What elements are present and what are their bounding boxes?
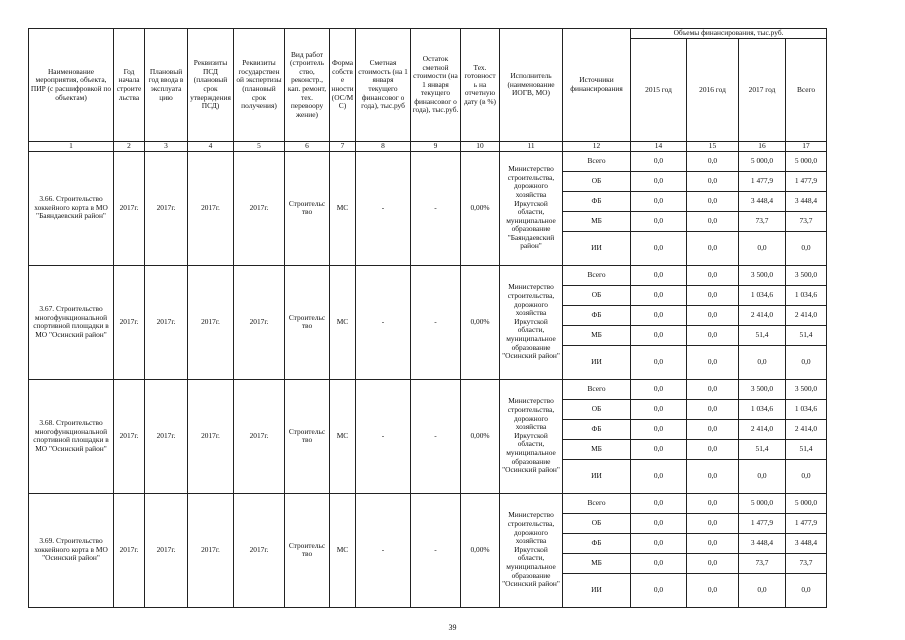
- item-work-type: Строительс тво: [285, 379, 330, 493]
- item-year-start: 2017г.: [114, 151, 145, 265]
- item-ownership: МС: [330, 379, 356, 493]
- value-2017: 2 414,0: [739, 419, 786, 439]
- value-2017: 0,0: [739, 345, 786, 379]
- funding-source: Всего: [563, 265, 631, 285]
- funding-source: ОБ: [563, 171, 631, 191]
- funding-source: ИИ: [563, 231, 631, 265]
- value-2016: 0,0: [687, 533, 739, 553]
- item-cost: -: [356, 265, 411, 379]
- item-psd: 2017г.: [188, 151, 234, 265]
- value-2015: 0,0: [631, 151, 687, 171]
- item-executor: Министерство строительства, дорожного хозяйства Иркутской области, муниципальное образование "Осинский район": [500, 493, 563, 607]
- funding-source: ИИ: [563, 345, 631, 379]
- header-2016: 2016 год: [687, 39, 739, 142]
- value-2017: 1 477,9: [739, 513, 786, 533]
- column-number: 2: [114, 142, 145, 152]
- funding-source: МБ: [563, 439, 631, 459]
- column-number: 6: [285, 142, 330, 152]
- item-expertise: 2017г.: [234, 151, 285, 265]
- value-2015: 0,0: [631, 265, 687, 285]
- column-number: 8: [356, 142, 411, 152]
- value-2015: 0,0: [631, 325, 687, 345]
- column-number: 10: [461, 142, 500, 152]
- column-number: 7: [330, 142, 356, 152]
- value-2016: 0,0: [687, 379, 739, 399]
- value-2017: 51,4: [739, 439, 786, 459]
- item-year-start: 2017г.: [114, 379, 145, 493]
- item-year-plan: 2017г.: [145, 379, 188, 493]
- value-2017: 2 414,0: [739, 305, 786, 325]
- value-2017: 3 500,0: [739, 379, 786, 399]
- value-2017: 5 000,0: [739, 151, 786, 171]
- value-total: 5 000,0: [786, 151, 827, 171]
- item-psd: 2017г.: [188, 379, 234, 493]
- value-2016: 0,0: [687, 265, 739, 285]
- value-2015: 0,0: [631, 345, 687, 379]
- value-total: 0,0: [786, 459, 827, 493]
- funding-source: МБ: [563, 325, 631, 345]
- funding-source: ФБ: [563, 419, 631, 439]
- item-year-plan: 2017г.: [145, 265, 188, 379]
- item-psd: 2017г.: [188, 265, 234, 379]
- column-number: 3: [145, 142, 188, 152]
- item-cost: -: [356, 151, 411, 265]
- item-readiness: 0,00%: [461, 151, 500, 265]
- table-row: [29, 151, 827, 171]
- value-2015: 0,0: [631, 533, 687, 553]
- item-executor: Министерство строительства, дорожного хозяйства Иркутской области, муниципальное образование "Осинский район": [500, 379, 563, 493]
- header-remaining: Остаток сметной стоимости (на 1 января текущего финансовог о года), тыс.руб.: [411, 29, 461, 142]
- funding-source: Всего: [563, 379, 631, 399]
- item-name: 3.67. Строительство многофункциональной спортивной площадки в МО "Осинский район": [29, 265, 114, 379]
- value-2015: 0,0: [631, 231, 687, 265]
- value-2015: 0,0: [631, 573, 687, 607]
- header-total: Всего: [786, 39, 827, 142]
- value-2016: 0,0: [687, 399, 739, 419]
- item-remaining: -: [411, 151, 461, 265]
- value-2017: 1 034,6: [739, 399, 786, 419]
- item-remaining: -: [411, 493, 461, 607]
- item-work-type: Строительс тво: [285, 151, 330, 265]
- value-2016: 0,0: [687, 553, 739, 573]
- value-total: 1 034,6: [786, 399, 827, 419]
- funding-source: Всего: [563, 151, 631, 171]
- value-2016: 0,0: [687, 459, 739, 493]
- funding-source: МБ: [563, 553, 631, 573]
- value-2017: 73,7: [739, 553, 786, 573]
- item-year-plan: 2017г.: [145, 493, 188, 607]
- value-2016: 0,0: [687, 513, 739, 533]
- funding-source: МБ: [563, 211, 631, 231]
- value-2015: 0,0: [631, 191, 687, 211]
- value-2017: 0,0: [739, 231, 786, 265]
- funding-source: ОБ: [563, 285, 631, 305]
- value-total: 73,7: [786, 553, 827, 573]
- item-ownership: МС: [330, 151, 356, 265]
- header-readiness: Тех. готовност ь на отчетную дату (в %): [461, 29, 500, 142]
- value-total: 73,7: [786, 211, 827, 231]
- funding-source: ОБ: [563, 513, 631, 533]
- value-total: 2 414,0: [786, 419, 827, 439]
- value-2015: 0,0: [631, 379, 687, 399]
- funding-source: Всего: [563, 493, 631, 513]
- document-page: [28, 28, 826, 608]
- value-2016: 0,0: [687, 191, 739, 211]
- column-number: 17: [786, 142, 827, 152]
- item-expertise: 2017г.: [234, 379, 285, 493]
- value-2015: 0,0: [631, 419, 687, 439]
- item-ownership: МС: [330, 493, 356, 607]
- value-total: 1 477,9: [786, 171, 827, 191]
- value-2016: 0,0: [687, 325, 739, 345]
- value-2017: 3 500,0: [739, 265, 786, 285]
- funding-source: ФБ: [563, 191, 631, 211]
- item-cost: -: [356, 379, 411, 493]
- value-2015: 0,0: [631, 439, 687, 459]
- value-2017: 0,0: [739, 459, 786, 493]
- table-row: [29, 493, 827, 513]
- value-2017: 1 477,9: [739, 171, 786, 191]
- value-2015: 0,0: [631, 285, 687, 305]
- value-2016: 0,0: [687, 493, 739, 513]
- header-work-type: Вид работ (строитель ство, реконстр., кап. ремонт, тех. перевоору жение): [285, 29, 330, 142]
- item-readiness: 0,00%: [461, 493, 500, 607]
- value-2017: 0,0: [739, 573, 786, 607]
- header-expertise: Реквизиты государствен ой экспертизы (плановый срок получения): [234, 29, 285, 142]
- column-number: 12: [563, 142, 631, 152]
- item-cost: -: [356, 493, 411, 607]
- table-row: [29, 265, 827, 285]
- column-number: 5: [234, 142, 285, 152]
- funding-source: ОБ: [563, 399, 631, 419]
- value-2016: 0,0: [687, 171, 739, 191]
- item-remaining: -: [411, 379, 461, 493]
- column-number: 1: [29, 142, 114, 152]
- header-sources: Источники финансирования: [563, 29, 631, 142]
- value-2016: 0,0: [687, 419, 739, 439]
- value-total: 3 448,4: [786, 191, 827, 211]
- value-total: 51,4: [786, 325, 827, 345]
- header-executor: Исполнитель (наименование ИОГВ, МО): [500, 29, 563, 142]
- value-2015: 0,0: [631, 553, 687, 573]
- financing-table: [28, 28, 827, 608]
- header-name: Наименование мероприятия, объекта, ПИР (с расшифровкой по объектам): [29, 29, 114, 142]
- value-2015: 0,0: [631, 211, 687, 231]
- value-total: 3 448,4: [786, 533, 827, 553]
- header-2015: 2015 год: [631, 39, 687, 142]
- value-total: 3 500,0: [786, 265, 827, 285]
- item-executor: Министерство строительства, дорожного хозяйства Иркутской области, муниципальное образование "Осинский район": [500, 265, 563, 379]
- funding-source: ИИ: [563, 573, 631, 607]
- column-number: 15: [687, 142, 739, 152]
- value-2015: 0,0: [631, 305, 687, 325]
- value-total: 0,0: [786, 573, 827, 607]
- value-2017: 3 448,4: [739, 533, 786, 553]
- item-readiness: 0,00%: [461, 265, 500, 379]
- item-expertise: 2017г.: [234, 493, 285, 607]
- header-ownership: Форма собстве нности (ОС/М С): [330, 29, 356, 142]
- value-2016: 0,0: [687, 573, 739, 607]
- item-expertise: 2017г.: [234, 265, 285, 379]
- item-psd: 2017г.: [188, 493, 234, 607]
- item-ownership: МС: [330, 265, 356, 379]
- value-2016: 0,0: [687, 231, 739, 265]
- value-2016: 0,0: [687, 305, 739, 325]
- value-total: 0,0: [786, 231, 827, 265]
- value-2015: 0,0: [631, 399, 687, 419]
- value-2016: 0,0: [687, 345, 739, 379]
- header-year-start: Год начала строите льства: [114, 29, 145, 142]
- funding-source: ИИ: [563, 459, 631, 493]
- value-2015: 0,0: [631, 493, 687, 513]
- value-2015: 0,0: [631, 171, 687, 191]
- value-2016: 0,0: [687, 439, 739, 459]
- value-total: 51,4: [786, 439, 827, 459]
- header-funding-group: Объемы финансирования, тыс.руб.: [631, 29, 827, 39]
- item-year-start: 2017г.: [114, 265, 145, 379]
- value-total: 5 000,0: [786, 493, 827, 513]
- item-year-start: 2017г.: [114, 493, 145, 607]
- column-number: 14: [631, 142, 687, 152]
- value-2016: 0,0: [687, 285, 739, 305]
- value-2017: 73,7: [739, 211, 786, 231]
- value-total: 1 477,9: [786, 513, 827, 533]
- item-readiness: 0,00%: [461, 379, 500, 493]
- value-2017: 5 000,0: [739, 493, 786, 513]
- item-year-plan: 2017г.: [145, 151, 188, 265]
- value-2017: 3 448,4: [739, 191, 786, 211]
- value-2017: 1 034,6: [739, 285, 786, 305]
- value-2016: 0,0: [687, 151, 739, 171]
- value-total: 0,0: [786, 345, 827, 379]
- page-number: 39: [448, 623, 457, 632]
- value-2015: 0,0: [631, 513, 687, 533]
- header-cost: Сметная стоимость (на 1 января текущего финансовог о года), тыс.руб: [356, 29, 411, 142]
- value-total: 3 500,0: [786, 379, 827, 399]
- value-2016: 0,0: [687, 211, 739, 231]
- table-body: [29, 151, 827, 607]
- value-2017: 51,4: [739, 325, 786, 345]
- item-work-type: Строительс тво: [285, 493, 330, 607]
- funding-source: ФБ: [563, 533, 631, 553]
- column-number: 4: [188, 142, 234, 152]
- item-name: 3.66. Строительство хоккейного корта в МО "Баяндаевский район": [29, 151, 114, 265]
- item-remaining: -: [411, 265, 461, 379]
- header-year-plan: Плановый год ввода в эксплуата цию: [145, 29, 188, 142]
- value-total: 1 034,6: [786, 285, 827, 305]
- table-row: [29, 379, 827, 399]
- header-2017: 2017 год: [739, 39, 786, 142]
- item-name: 3.68. Строительство многофункциональной спортивной площадки в МО "Осинский район": [29, 379, 114, 493]
- column-number-row: [29, 142, 827, 152]
- column-number: 16: [739, 142, 786, 152]
- column-number: 11: [500, 142, 563, 152]
- item-executor: Министерство строительства, дорожного хозяйства Иркутской области, муниципальное образование "Баяндаевский район": [500, 151, 563, 265]
- column-number: 9: [411, 142, 461, 152]
- funding-source: ФБ: [563, 305, 631, 325]
- item-name: 3.69. Строительство хоккейного корта в МО "Осинский район": [29, 493, 114, 607]
- value-total: 2 414,0: [786, 305, 827, 325]
- header-psd: Реквизиты ПСД (плановый срок утверждения ПСД): [188, 29, 234, 142]
- item-work-type: Строительс тво: [285, 265, 330, 379]
- value-2015: 0,0: [631, 459, 687, 493]
